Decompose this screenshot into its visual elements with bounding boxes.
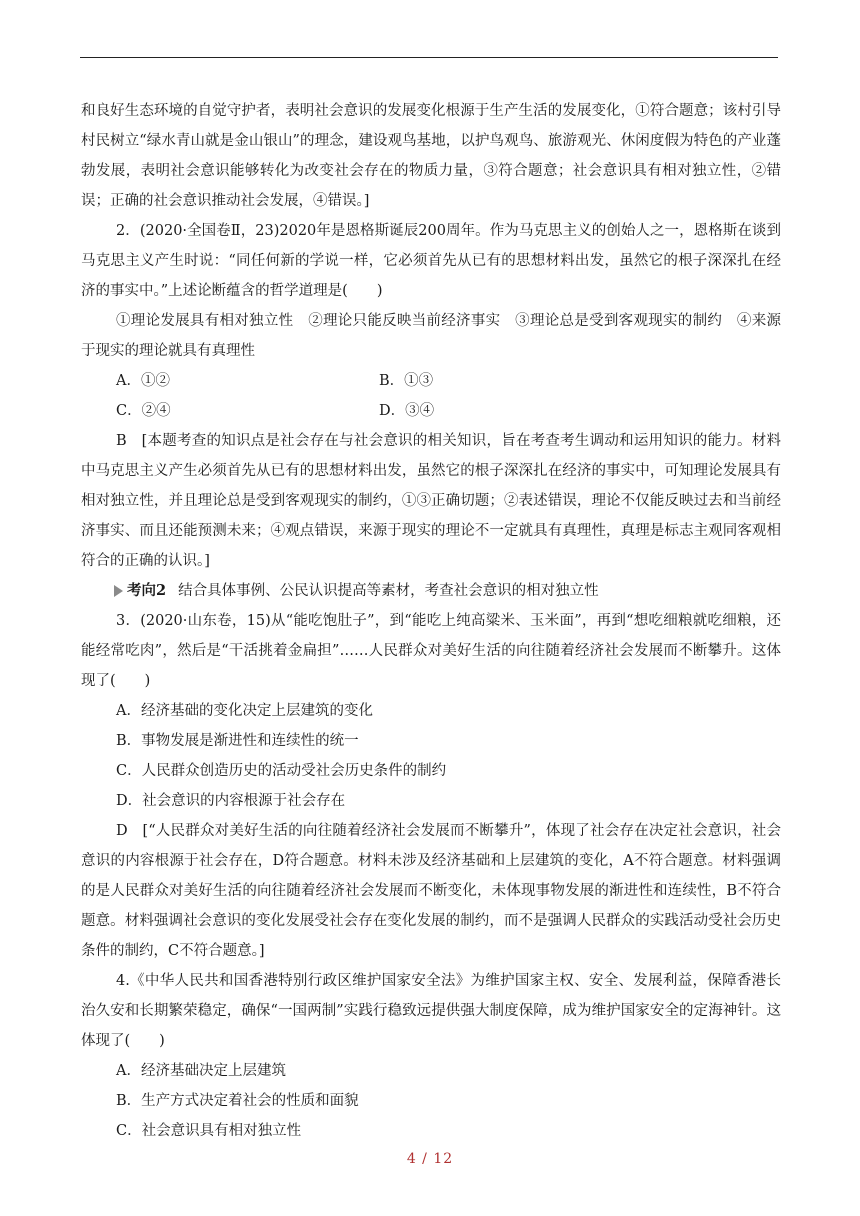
question-2-options-row-1: [81, 366, 781, 396]
page-number: 4 / 12: [406, 1151, 454, 1167]
question-3-stem: 3．(2020·山东卷，15)从“能吃饱肚子”，到“能吃上纯高粱米、玉米面”，再到“想吃细粮就吃细粮，还能经常吃肉”，然后是“干活挑着金扁担”……人民群众对美好生活的向往随着经济社会发展而不断攀升。这体现了( ): [81, 613, 781, 689]
question-2-stem: 2．(2020·全国卷Ⅱ，23)2020年是恩格斯诞辰200周年。作为马克思主义的创始人之一，恩格斯在谈到马克思主义产生时说：“同任何新的学说一样，它必须首先从已有的思想材料出发，虽然它的根子深深扎在经济的事实中。”上述论断蕴含的哲学道理是( ): [81, 223, 781, 299]
option-c: C．社会意识具有相对独立性: [116, 1123, 302, 1139]
question-2-options-row-2: [81, 396, 781, 426]
option-a: A．①②: [116, 373, 170, 389]
triangle-marker-icon: [114, 585, 123, 597]
question-2-answer: B [本题考查的知识点是社会存在与社会意识的相关知识，旨在考查考生调动和运用知识的能力。材料中马克思主义产生必须首先从已有的思想材料出发，虽然它的根子深深扎在经济的事实中，可知理论发展具有相对独立性，并且理论总是受到客观现实的制约，①③正确切题；②表述错误，理论不仅能反映过去和当前经济事实、而且还能预测未来；④观点错误，来源于现实的理论不一定就具有真理性，真理是标志主观同客观相符合的正确的认识。]: [81, 433, 781, 569]
option-b: B．事物发展是渐进性和连续性的统一: [116, 733, 359, 749]
option-d: D．③④: [379, 403, 435, 419]
option-c: C．②④: [116, 403, 171, 419]
section-tag: 考向2: [127, 582, 167, 599]
header-rule: [80, 57, 778, 58]
document-body: [81, 96, 781, 1146]
option-a: A．经济基础的变化决定上层建筑的变化: [116, 703, 373, 719]
question-4-stem: 4.《中华人民共和国香港特别行政区维护国家安全法》为维护国家主权、安全、发展利益，保障香港长治久安和长期繁荣稳定，确保“一国两制”实践行稳致远提供强大制度保障，成为维护国家安全的定海神针。这体现了( ): [81, 973, 781, 1049]
intro-paragraph: 和良好生态环境的自觉守护者，表明社会意识的发展变化根源于生产生活的发展变化，①符合题意；该村引导村民树立“绿水青山就是金山银山”的理念，建设观鸟基地，以护鸟观鸟、旅游观光、休闲度假为特色的产业蓬勃发展，表明社会意识能够转化为改变社会存在的物质力量，③符合题意；社会意识具有相对独立性，②错误；正确的社会意识推动社会发展，④错误。]: [81, 103, 781, 209]
option-c: C．人民群众创造历史的活动受社会历史条件的制约: [116, 763, 447, 779]
section-title: 结合具体事例、公民认识提高等素材，考查社会意识的相对独立性: [178, 583, 599, 599]
question-2-statements: ①理论发展具有相对独立性 ②理论只能反映当前经济事实 ③理论总是受到客观现实的制约 ④来源于现实的理论就具有真理性: [81, 313, 781, 359]
option-a: A．经济基础决定上层建筑: [116, 1063, 286, 1079]
option-b: B．生产方式决定着社会的性质和面貌: [116, 1093, 359, 1109]
option-d: D．社会意识的内容根源于社会存在: [116, 793, 346, 809]
option-b: B．①③: [379, 373, 434, 389]
question-3-answer: D [“人民群众对美好生活的向往随着经济社会发展而不断攀升”，体现了社会存在决定社会意识，社会意识的内容根源于社会存在，D符合题意。材料未涉及经济基础和上层建筑的变化，A不符合题意。材料强调的是人民群众对美好生活的向往随着经济社会发展而不断变化，未体现事物发展的渐进性和连续性，B不符合题意。材料强调社会意识的变化发展受社会存在变化发展的制约，而不是强调人民群众的实践活动受社会历史条件的制约，C不符合题意。]: [81, 823, 781, 959]
section-heading: [81, 576, 781, 606]
